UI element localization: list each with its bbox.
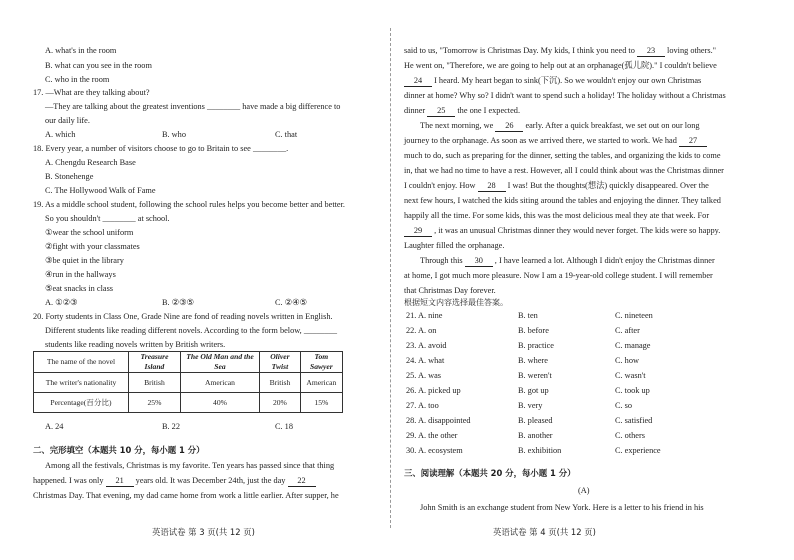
passage-text: happened. I was only [33, 476, 104, 485]
passage-line: that Christmas Day forever. [404, 286, 496, 295]
passage-text: , it was an unusual Christmas dinner they would never forget. The kids were so happy. [434, 226, 721, 235]
passage-line: in, that we had no time to have a rest. However, all I could think about was the Christmas dinner [404, 166, 724, 175]
choice-a: 22. A. on [406, 326, 437, 335]
q18-option-b: B. Stonehenge [45, 172, 94, 181]
table-cell: The name of the novel [34, 352, 129, 373]
right-page [400, 0, 794, 560]
table-row [34, 352, 343, 373]
passage-text: early. After a quick breakfast, we set out on our long [525, 121, 700, 130]
table-cell: 25% [129, 393, 181, 413]
blank-29: 29 [404, 226, 432, 237]
page-divider [390, 28, 391, 528]
choice-c: C. manage [615, 341, 651, 350]
blank-26: 26 [495, 121, 523, 132]
q20-line: Different students like reading different novels. According to the form below, ________ [45, 326, 338, 335]
passage-text: I was! But the thoughts(想法) quickly disappeared. Over the [507, 181, 709, 190]
passage-text: loving others." [667, 46, 717, 55]
choice-b: B. ten [518, 311, 538, 320]
passage-line [404, 226, 720, 237]
passage-line: happily all the time. For some kids, this was the most delicious meal they ate that week. For [404, 211, 710, 220]
q19-option-c: C. ②④⑤ [275, 298, 307, 307]
choice-c: C. took up [615, 386, 650, 395]
passage-text: years old. It was December 24th, just the day [135, 476, 286, 485]
blank-27: 27 [679, 136, 707, 147]
choice-c: C. so [615, 401, 633, 410]
q17-option-a: A. which [45, 130, 76, 139]
table-cell: British [129, 373, 181, 393]
blank-25: 25 [427, 106, 455, 117]
q20-option-c: C. 18 [275, 422, 293, 431]
left-page [0, 0, 382, 560]
passage-line [404, 181, 709, 192]
table-cell: American [180, 373, 259, 393]
q18-option-c: C. The Hollywood Walk of Fame [45, 186, 156, 195]
choice-c: C. nineteen [615, 311, 653, 320]
section-title: 三、阅读理解（本题共 20 分，每小题 1 分） [404, 468, 576, 478]
q16-option-a: A. what's in the room [45, 46, 117, 55]
passage-text: I couldn't enjoy. How [404, 181, 476, 190]
passage-line: at home, I got much more pleasure. Now I am a 19-year-old college student. I will remember [404, 271, 713, 280]
passage-line [33, 476, 316, 487]
blank-30: 30 [465, 256, 493, 267]
instruction: 根据短文内容选择最佳答案。 [404, 298, 508, 307]
blank-22: 22 [288, 476, 316, 487]
choice-c: C. how [615, 356, 639, 365]
choice-a: 24. A. what [406, 356, 445, 365]
choice-a: 25. A. was [406, 371, 442, 380]
choice-a: 28. A. disappointed [406, 416, 471, 425]
choice-a: 29. A. the other [406, 431, 458, 440]
choice-c: C. others [615, 431, 645, 440]
table-cell: American [300, 373, 342, 393]
passage-line: much to do, such as preparing for the dinner, setting the tables, and organizing the kids to come [404, 151, 721, 160]
section-title: 二、完形填空（本题共 10 分，每小题 1 分） [33, 445, 205, 455]
novel-table [33, 351, 343, 413]
choice-a: 26. A. picked up [406, 386, 461, 395]
q19-item: ①wear the school uniform [45, 228, 134, 237]
passage-text: journey to the orphanage. As soon as we arrived there, we started to work. We had [404, 136, 677, 145]
passage-text: Through this [420, 256, 463, 265]
choice-a: 21. A. nine [406, 311, 443, 320]
blank-24: 24 [404, 76, 432, 87]
choice-a: 27. A. too [406, 401, 439, 410]
passage-line [404, 136, 707, 147]
table-cell: British [260, 373, 301, 393]
table-cell: Tom Sawyer [300, 352, 342, 373]
passage-line [404, 76, 701, 87]
reading-line: John Smith is an exchange student from New York. Here is a letter to his friend in his [420, 503, 704, 512]
choice-b: B. weren't [518, 371, 552, 380]
table-cell: 40% [180, 393, 259, 413]
choice-b: B. very [518, 401, 543, 410]
q19-option-a: A. ①②③ [45, 298, 78, 307]
q20-option-b: B. 22 [162, 422, 180, 431]
q17-option-b: B. who [162, 130, 186, 139]
choice-a: 23. A. avoid [406, 341, 447, 350]
passage-text: said to us, "Tomorrow is Christmas Day. My kids, I think you need to [404, 46, 635, 55]
passage-line: next few hours, I watched the kids siting around the tables and enjoying the dinner. They talked [404, 196, 721, 205]
q16-option-b: B. what can you see in the room [45, 61, 152, 70]
choice-b: B. another [518, 431, 553, 440]
q19-item: ④run in the hallways [45, 270, 116, 279]
blank-23: 23 [637, 46, 665, 57]
choice-c: C. experience [615, 446, 661, 455]
passage-line [404, 46, 716, 57]
q20-line: students like reading novels written by British writers. [45, 340, 226, 349]
passage-line: Among all the festivals, Christmas is my favorite. Ten years has passed since that thing [45, 461, 335, 470]
passage-text: , I have learned a lot. Although I didn't enjoy the Christmas dinner [494, 256, 715, 265]
table-cell: The Old Man and the Sea [180, 352, 259, 373]
q19-item: ⑤eat snacks in class [45, 284, 114, 293]
blank-28: 28 [478, 181, 506, 192]
page-footer: 英语试卷 第 4 页(共 12 页) [493, 527, 596, 537]
passage-line: He went on, "Therefore, we are going to help out at an orphanage(孤儿院)." I couldn't believe [404, 61, 717, 70]
table-row [34, 393, 343, 413]
choice-b: B. pleased [518, 416, 553, 425]
table-cell: Treasure Island [129, 352, 181, 373]
passage-line [404, 106, 520, 117]
choice-b: B. where [518, 356, 548, 365]
choice-c: C. satisfied [615, 416, 653, 425]
section-subtitle: (A) [578, 486, 590, 495]
q19-item: ②fight with your classmates [45, 242, 140, 251]
table-cell: 15% [300, 393, 342, 413]
q18-option-a: A. Chengdu Research Base [45, 158, 136, 167]
passage-text: dinner [404, 106, 426, 115]
q17-option-c: C. that [275, 130, 298, 139]
q18-stem: 18. Every year, a number of visitors choose to go to Britain to see ________. [33, 144, 289, 153]
table-cell: Oliver Twist [260, 352, 301, 373]
passage-line: dinner at home? Why so? I didn't want to spend such a holiday! The holiday without a Christmas [404, 91, 726, 100]
q16-option-c: C. who in the room [45, 75, 110, 84]
page-footer: 英语试卷 第 3 页(共 12 页) [152, 527, 255, 537]
choice-c: C. wasn't [615, 371, 646, 380]
passage-line [420, 256, 715, 267]
q20-stem: 20. Forty students in Class One, Grade Nine are fond of reading novels written in English. [33, 312, 333, 321]
choice-b: B. got up [518, 386, 549, 395]
passage-text: the one I expected. [457, 106, 521, 115]
blank-21: 21 [106, 476, 134, 487]
q17-line: our daily life. [45, 116, 90, 125]
table-cell: The writer's nationality [34, 373, 129, 393]
q19-option-b: B. ②③⑤ [162, 298, 194, 307]
passage-text: I heard. My heart began to sink(下沉). So we wouldn't enjoy our own Christmas [434, 76, 702, 85]
choice-a: 30. A. ecosystem [406, 446, 463, 455]
table-row [34, 373, 343, 393]
q17-line: —They are talking about the greatest inventions ________ have made a big difference to [45, 102, 341, 111]
passage-text: The next morning, we [420, 121, 494, 130]
table-cell: 20% [260, 393, 301, 413]
table-cell: Percentage(百分比) [34, 393, 129, 413]
choice-b: B. exhibition [518, 446, 562, 455]
q20-option-a: A. 24 [45, 422, 64, 431]
q19-item: ③be quiet in the library [45, 256, 124, 265]
choice-b: B. before [518, 326, 549, 335]
q19-line: So you shouldn't ________ at school. [45, 214, 170, 223]
passage-line: Laughter filled the orphanage. [404, 241, 505, 250]
q17-stem: 17. —What are they talking about? [33, 88, 150, 97]
choice-b: B. practice [518, 341, 554, 350]
passage-line: Christmas Day. That evening, my dad came home from work a little earlier. After supper, he [33, 491, 339, 500]
choice-c: C. after [615, 326, 640, 335]
passage-line [420, 121, 700, 132]
q19-stem: 19. As a middle school student, following the school rules helps you become better and better. [33, 200, 345, 209]
